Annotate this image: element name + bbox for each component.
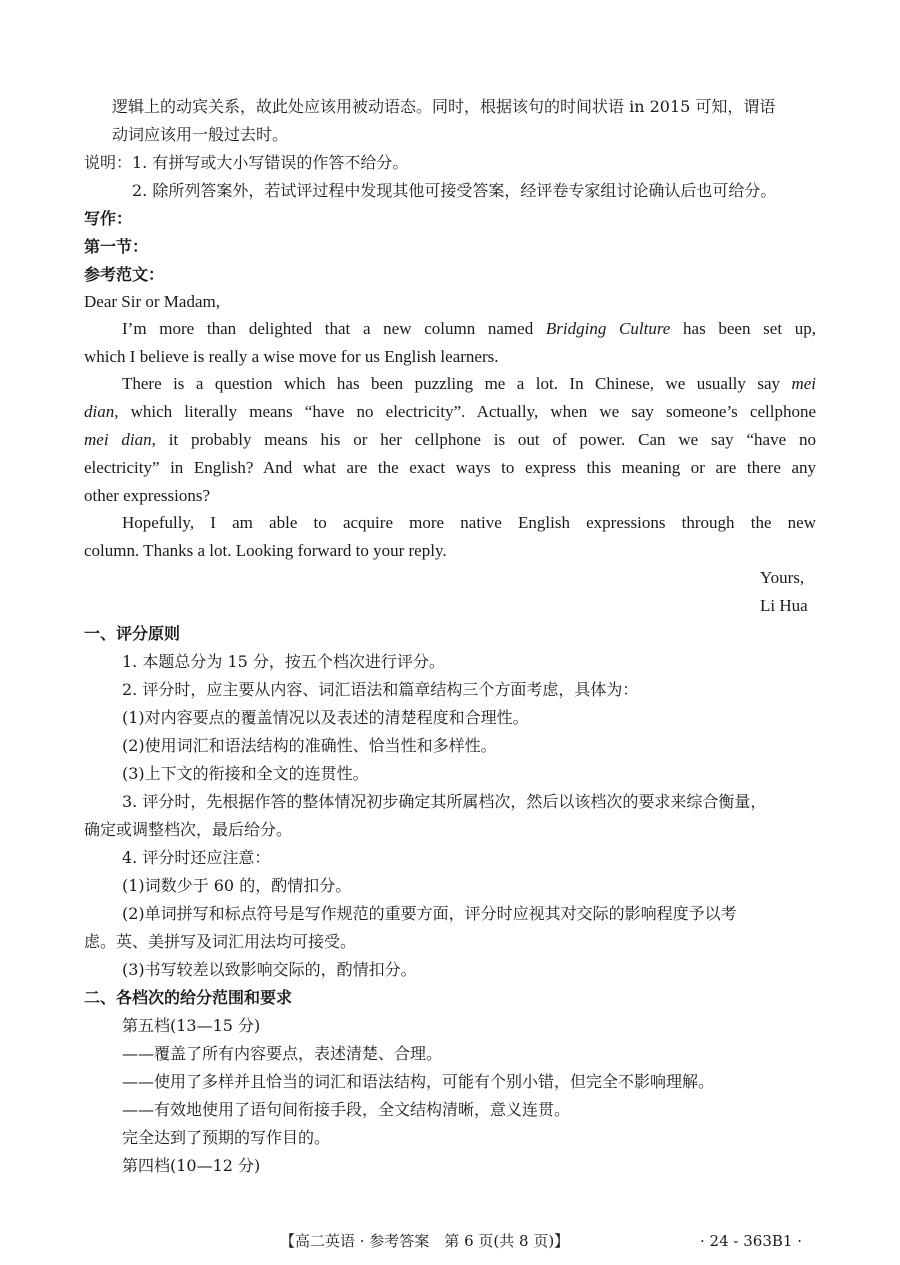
essay-paragraph-2-line-3: mei dian, it probably means his or her cellphone is out of power. Can we say “have no [84, 430, 816, 449]
essay-signature: Li Hua [760, 596, 808, 615]
principle-2: 2. 评分时，应主要从内容、词汇语法和篇章结构三个方面考虑，具体为： [122, 680, 639, 699]
level-4-title: 第四档(10—12 分) [122, 1156, 261, 1175]
level-5-criterion-3: ——有效地使用了语句间衔接手段，全文结构清晰，意义连贯。 [122, 1100, 571, 1119]
note-1: 说明：1. 有拼写或大小写错误的作答不给分。 [84, 153, 409, 172]
level-5-title: 第五档(13—15 分) [122, 1016, 261, 1035]
principle-2-item-2: (2)使用词汇和语法结构的准确性、恰当性和多样性。 [122, 736, 497, 755]
essay-paragraph-2-line-2: dian, which literally means “have no electricity”. Actually, when we say someone’s cellphone [84, 402, 816, 421]
essay-salutation: Dear Sir or Madam, [84, 292, 220, 311]
principle-1: 1. 本题总分为 15 分，按五个档次进行评分。 [122, 652, 445, 671]
note-2: 2. 除所列答案外，若试评过程中发现其他可接受答案，经评卷专家组讨论确认后也可给分。 [132, 181, 777, 200]
column-title: Bridging Culture [545, 319, 671, 338]
levels-heading: 二、各档次的给分范围和要求 [84, 988, 293, 1007]
essay-paragraph-2-line-1: There is a question which has been puzzling me a lot. In Chinese, we usually say mei [122, 374, 816, 393]
essay-paragraph-1-line-1: I’m more than delighted that a new column named Bridging Culture has been set up, [122, 319, 816, 338]
principles-heading: 一、评分原则 [84, 624, 181, 643]
principle-4: 4. 评分时还应注意： [122, 848, 271, 867]
principle-4-item-1: (1)词数少于 60 的，酌情扣分。 [122, 876, 352, 895]
essay-paragraph-2-line-5: other expressions? [84, 486, 211, 505]
level-5-criterion-2: ——使用了多样并且恰当的词汇和语法结构，可能有个别小错，但完全不影响理解。 [122, 1072, 715, 1091]
principle-3-line-1: 3. 评分时，先根据作答的整体情况初步确定其所属档次，然后以该档次的要求来综合衡量， [122, 792, 767, 811]
essay-paragraph-2-line-4: electricity” in English? And what are the exact ways to express this meaning or are there any [84, 458, 816, 477]
principle-2-item-1: (1)对内容要点的覆盖情况以及表述的清楚程度和合理性。 [122, 708, 529, 727]
essay-paragraph-1-line-2: which I believe is really a wise move for us English learners. [84, 347, 499, 366]
essay-paragraph-3-line-1: Hopefully, I am able to acquire more native English expressions through the new [122, 513, 816, 532]
explanation-line-2: 动词应该用一般过去时。 [112, 125, 289, 144]
principle-4-item-2-line-2: 虑。英、美拼写及词汇用法均可接受。 [84, 932, 357, 951]
section-1-heading: 第一节： [84, 237, 149, 256]
principle-3-line-2: 确定或调整档次，最后给分。 [84, 820, 293, 839]
writing-heading: 写作： [84, 209, 133, 228]
essay-paragraph-3-line-2: column. Thanks a lot. Looking forward to your reply. [84, 541, 447, 560]
level-5-criterion-1: ——覆盖了所有内容要点，表述清楚、合理。 [122, 1044, 443, 1063]
explanation-line-1: 逻辑上的动宾关系，故此处应该用被动语态。同时，根据该句的时间状语 in 2015 可知，谓语 [112, 97, 776, 116]
principle-2-item-3: (3)上下文的衔接和全文的连贯性。 [122, 764, 369, 783]
essay-closing: Yours, [760, 568, 805, 587]
principle-4-item-3: (3)书写较差以致影响交际的，酌情扣分。 [122, 960, 417, 979]
document-code: · 24 - 363B1 · [700, 1232, 802, 1250]
principle-4-item-2-line-1: (2)单词拼写和标点符号是写作规范的重要方面，评分时应视其对交际的影响程度予以考 [122, 904, 737, 923]
page-footer: 【高二英语 · 参考答案 第 6 页(共 8 页)】 [280, 1232, 570, 1250]
sample-essay-heading: 参考范文： [84, 265, 165, 284]
level-5-summary: 完全达到了预期的写作目的。 [122, 1128, 331, 1147]
